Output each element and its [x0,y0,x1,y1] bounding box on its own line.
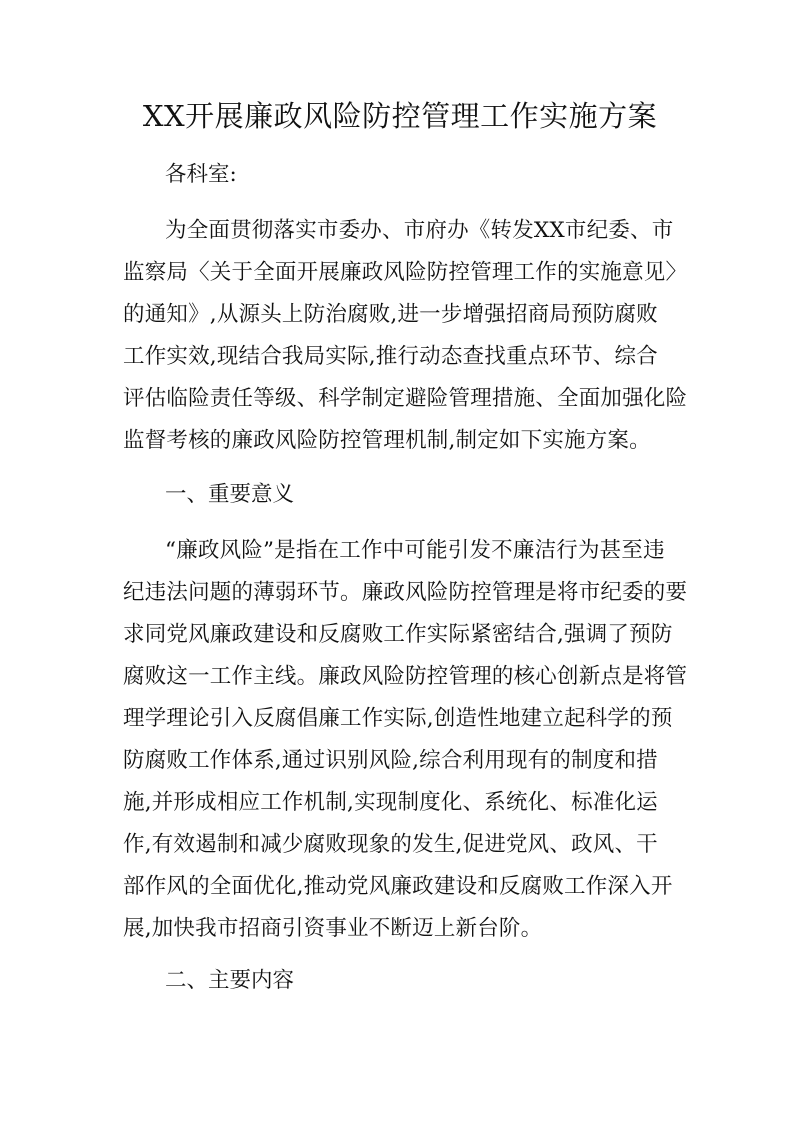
paragraph-line: 监察局〈关于全面开展廉政风险防控管理工作的实施意见〉 [123,260,688,285]
paragraph-line: 求同党风廉政建设和反腐败工作实际紧密结合,强调了预防 [123,622,673,647]
paragraph-line: 部作风的全面优化,推动党风廉政建设和反腐败工作深入开 [123,874,673,899]
document-title: XX开展廉政风险防控管理工作实施方案 [142,99,658,133]
paragraph-line: 施,并形成相应工作机制,实现制度化、系统化、标准化运 [123,790,658,815]
paragraph-line: 腐败这一工作主线。廉政风险防控管理的核心创新点是将管 [123,664,688,689]
paragraph-line: 纪违法问题的薄弱环节。廉政风险防控管理是将市纪委的要 [123,580,688,605]
paragraph-line: 工作实效,现结合我局实际,推行动态查找重点环节、综合 [123,344,658,369]
paragraph-line: 的通知》,从源头上防治腐败,进一步增强招商局预防腐败 [123,302,658,327]
paragraph-line: 展,加快我市招商引资事业不断迈上新台阶。 [123,916,543,941]
paragraph-line: 为全面贯彻落实市委办、市府办《转发XX市纪委、市 [165,218,674,243]
section-heading-1: 一、重要意义 [165,482,295,507]
paragraph-line: 监督考核的廉政风险防控管理机制,制定如下实施方案。 [123,428,651,453]
paragraph-line: 作,有效遏制和减少腐败现象的发生,促进党风、政风、干 [123,832,658,857]
paragraph-line: 理学理论引入反腐倡廉工作实际,创造性地建立起科学的预 [123,706,673,731]
paragraph-line: 评估临险责任等级、科学制定避险管理措施、全面加强化险 [123,386,688,411]
salutation: 各科室: [165,162,237,187]
paragraph-line: “廉政风险”是指在工作中可能引发不廉洁行为甚至违 [165,538,665,563]
section-heading-2: 二、主要内容 [165,968,295,993]
paragraph-line: 防腐败工作体系,通过识别风险,综合利用现有的制度和措 [123,748,658,773]
